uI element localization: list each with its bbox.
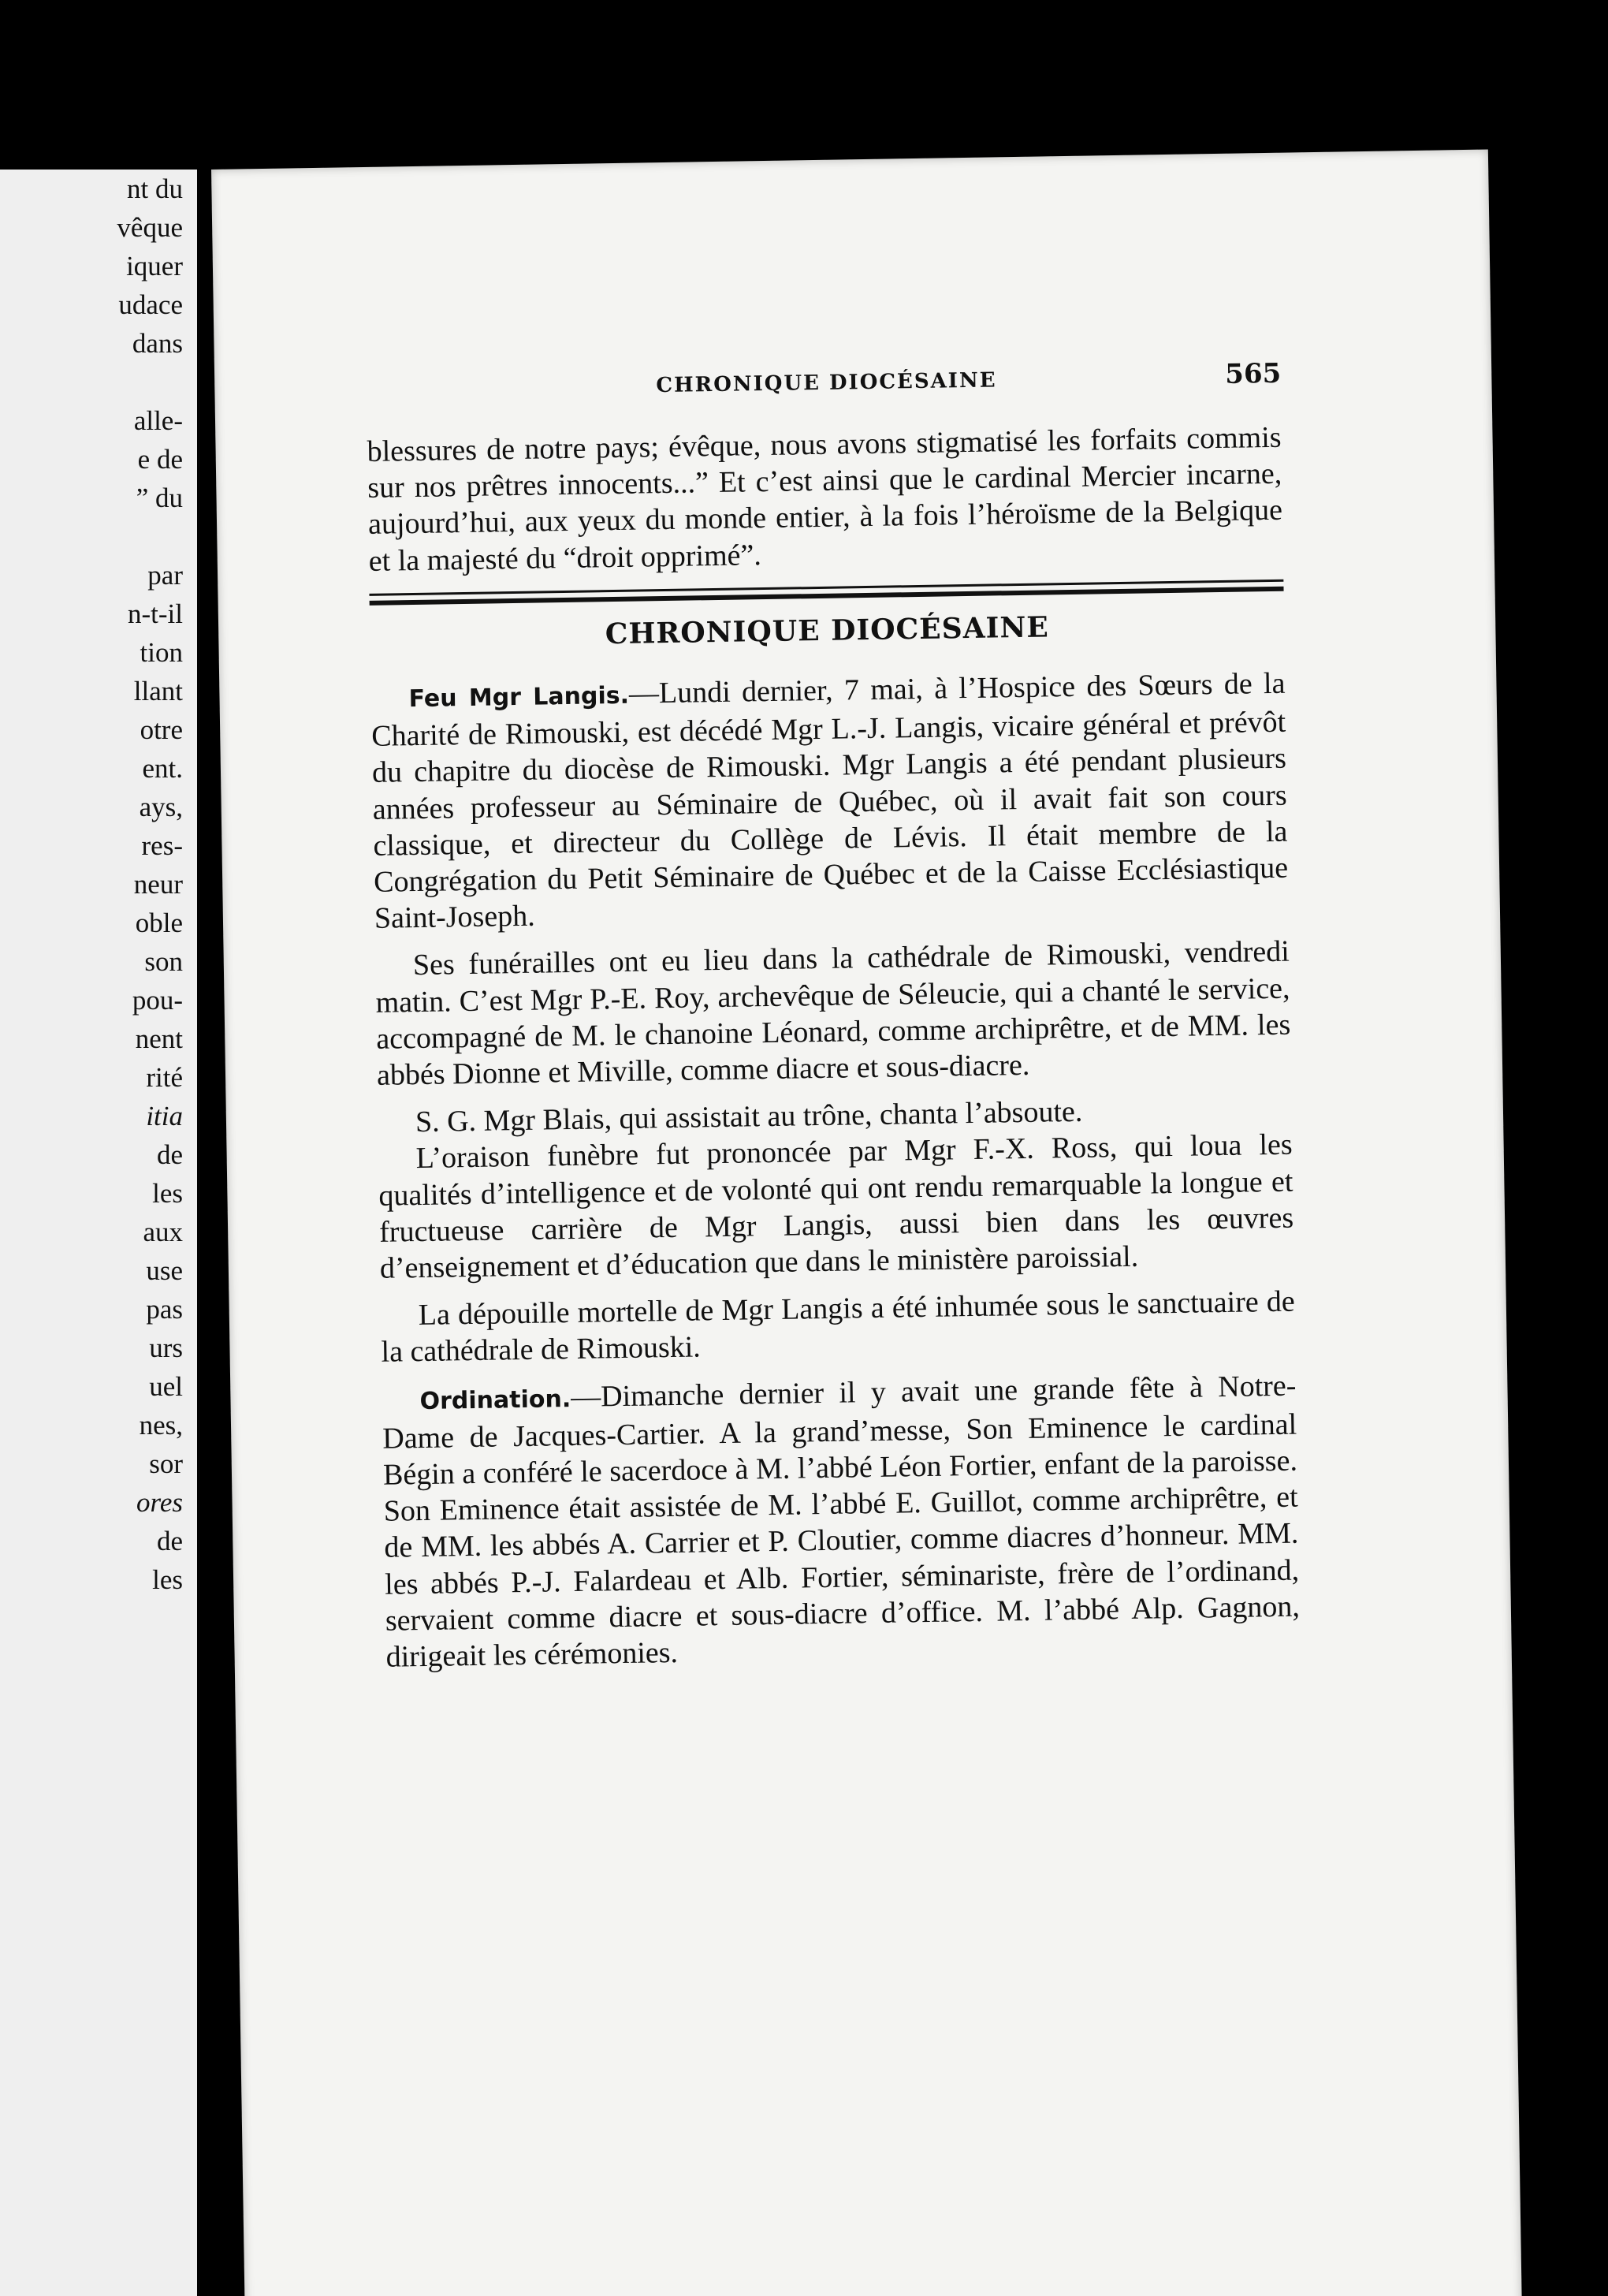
previous-page-line-fragment: ent.: [142, 753, 183, 784]
previous-page-line-fragment: use: [146, 1255, 183, 1286]
previous-page-line-fragment: nes,: [139, 1410, 183, 1441]
previous-page-line-fragment: pas: [146, 1294, 183, 1325]
previous-page-line-fragment: par: [147, 560, 183, 591]
funerailles-paragraph: Ses funérailles ont eu lieu dans la cathédrale de Rimouski, vendredi matin. C’est Mgr P.-E. Roy, archevêque de Séleucie, qui a chanté le service, accompagné de M. le chanoine Léonard, comme archiprêtre, et de MM. les abbés Dionne et Miville, comme diacre et sous-diacre.: [375, 935, 1291, 1092]
page-header: [214, 357, 1492, 420]
section-heading: CHRONIQUE DIOCÉSAINE: [605, 610, 1050, 651]
langis-runin-heading: Feu Mgr Langis.: [408, 681, 630, 714]
ordination-text: —Dimanche dernier il y avait une grande fête à Notre-Dame de Jacques-Cartier. A la grand’messe, Son Eminence le cardinal Bégin a conféré le sacerdoce à M. l’abbé Léon Fortier, enfant de la paroisse. Son Eminence était assistée de M. l’abbé E. Guillot, comme archiprêtre, et de MM. les abbés A. Carrier et P. Cloutier, comme diacres d’honneur. MM. les abbés P.-J. Falardeau et Alb. Fortier, séminariste, frère de l’ordinand, servaient comme diacre et sous-diacre d’office. M. l’abbé Alp. Gagnon, dirigeait les cérémonies.: [382, 1369, 1301, 1674]
previous-page-line-fragment: nt du: [127, 173, 183, 204]
previous-page-line-fragment: de: [156, 1526, 183, 1556]
previous-page-line-fragment: nent: [135, 1023, 183, 1054]
previous-page-line-fragment: [117, 517, 183, 556]
previous-page-line-ends: [117, 170, 183, 1599]
previous-page-line-fragment: uel: [149, 1371, 183, 1402]
page-number: 565: [1224, 357, 1282, 390]
previous-page-line-fragment: dans: [132, 328, 183, 359]
previous-page-line-fragment: alle-: [133, 405, 183, 436]
previous-page-line-fragment: udace: [118, 289, 183, 320]
previous-page-line-fragment: aux: [143, 1217, 183, 1247]
depouille-paragraph: La dépouille mortelle de Mgr Langis a été inhumée sous le sanctuaire de la cathédrale de Rimouski.: [381, 1284, 1296, 1370]
previous-page-line-fragment: son: [144, 946, 183, 977]
previous-page-line-fragment: oble: [135, 908, 183, 938]
previous-page-line-fragment: sor: [149, 1448, 183, 1479]
intro-paragraph: blessures de notre pays; évêque, nous avons stigmatisé les forfaits commis sur nos prêtres innocents...” Et c’est ainsi que le cardinal Mercier incarne, aujourd’hui, aux yeux du monde entier, à la fois l’héroïsme de la Belgique et la majesté du “droit opprimé”.: [367, 420, 1283, 578]
previous-page-line-fragment: llant: [133, 676, 183, 706]
page-body: [367, 419, 1301, 1675]
previous-page-line-fragment: ays,: [139, 792, 183, 822]
previous-page-line-fragment: ores: [136, 1487, 183, 1518]
absoute-paragraph: S. G. Mgr Blais, qui assistait au trône, chanta l’absoute.: [415, 1095, 1083, 1139]
previous-page-line-fragment: de: [156, 1139, 183, 1170]
previous-page-line-fragment: rité: [146, 1062, 183, 1093]
previous-page-line-fragment: urs: [149, 1332, 183, 1363]
previous-page-line-fragment: [117, 363, 183, 401]
langis-text: —Lundi dernier, 7 mai, à l’Hospice des Sœurs de la Charité de Rimouski, est décédé Mgr L.-J. Langis, vicaire général et prévôt du chapitre du diocèse de Rimouski. Mgr Langis a été pendant plusieurs années professeur au Séminaire de Québec, où il avait fait son cours classique, et directeur du Collège de Lévis. Il était membre de la Congrégation du Petit Séminaire de Québec et de la Caisse Ecclésiastique Saint-Joseph.: [370, 666, 1289, 936]
previous-page-line-fragment: pou-: [132, 985, 183, 1016]
section-rule: [369, 580, 1283, 606]
ordination-paragraph: [382, 1367, 1301, 1675]
langis-paragraph: [370, 665, 1289, 937]
previous-page-line-fragment: ” du: [136, 483, 183, 513]
book-page: [211, 150, 1522, 2296]
previous-page-line-fragment: neur: [133, 869, 183, 900]
previous-page-line-fragment: iquer: [126, 251, 183, 281]
previous-page-line-fragment: otre: [140, 714, 183, 745]
previous-page-line-fragment: les: [152, 1564, 183, 1595]
previous-page-line-fragment: tion: [140, 637, 183, 668]
previous-page-line-fragment: n-t-il: [128, 598, 183, 629]
previous-page-line-fragment: res-: [141, 830, 183, 861]
rule-thick-line: [370, 587, 1284, 606]
previous-page-line-fragment: les: [152, 1178, 183, 1209]
ordination-runin-heading: Ordination.: [419, 1385, 571, 1415]
previous-page-line-fragment: itia: [146, 1101, 183, 1131]
previous-page-line-fragment: vêque: [117, 212, 183, 243]
running-title: CHRONIQUE DIOCÉSAINE: [656, 368, 997, 398]
previous-page-fragment: [0, 170, 197, 2296]
oraison-paragraph: L’oraison funèbre fut prononcée par Mgr F.-X. Ross, qui loua les qualités d’intelligence et de volonté qui ont rendu remarquable la longue et fructueuse carrière de Mgr Langis, aussi bien dans les œuvres d’enseignement et d’éducation que dans le ministère paroissial.: [378, 1128, 1294, 1285]
previous-page-line-fragment: e de: [137, 444, 183, 475]
